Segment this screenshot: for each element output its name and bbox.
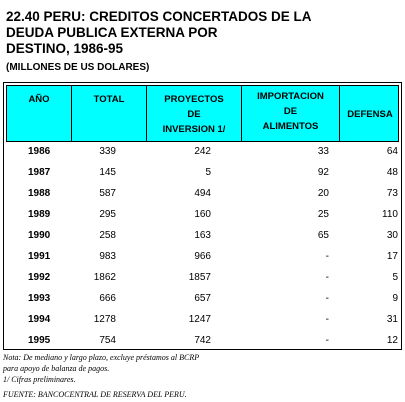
header-year: AÑO: [28, 94, 50, 105]
cell-proyectos: 966: [194, 251, 211, 262]
note-line-3: 1/ Cifras preliminares.: [3, 375, 76, 384]
cell-proyectos: 494: [194, 188, 211, 199]
cell-defensa: 73: [386, 188, 398, 199]
cell-year: 1986: [28, 146, 51, 157]
header-total: TOTAL: [93, 94, 125, 105]
cell-year: 1991: [28, 251, 51, 262]
header-proyectos-line-1: PROYECTOS: [164, 94, 224, 105]
cell-importacion: -: [325, 293, 329, 304]
table-notes: [3, 352, 199, 385]
cell-proyectos: 160: [194, 209, 211, 220]
cell-year: 1992: [28, 272, 51, 283]
cell-defensa: 31: [386, 314, 398, 325]
title-line-1: 22.40 PERU: CREDITOS CONCERTADOS DE LA: [6, 9, 312, 24]
cell-importacion: -: [325, 272, 329, 283]
table-header: [6, 85, 399, 142]
source-note: FUENTE: BANCOCENTRAL DE RESERVA DEL PERU.: [3, 390, 187, 399]
header-importacion: [242, 89, 339, 134]
cell-importacion: 20: [317, 188, 329, 199]
cell-total: 983: [99, 251, 116, 262]
cell-defensa: 110: [382, 209, 398, 220]
cell-proyectos: 1857: [188, 272, 211, 283]
cell-defensa: 5: [392, 272, 398, 283]
cell-importacion: 33: [317, 146, 329, 157]
table-row: [6, 330, 399, 351]
cell-proyectos: 1247: [188, 314, 211, 325]
cell-proyectos: 163: [194, 230, 211, 241]
cell-defensa: 9: [392, 293, 398, 304]
header-defensa: DEFENSA: [347, 109, 393, 120]
cell-importacion: 25: [317, 209, 329, 220]
header-importacion-line-2: DE: [283, 106, 298, 117]
table-title: [6, 9, 401, 57]
header-proyectos: [147, 92, 241, 137]
cell-defensa: 12: [386, 335, 398, 346]
cell-total: 1862: [93, 272, 116, 283]
cell-proyectos: 242: [194, 146, 211, 157]
cell-total: 754: [99, 335, 116, 346]
cell-total: 145: [99, 167, 116, 178]
cell-total: 666: [99, 293, 116, 304]
cell-importacion: -: [325, 335, 329, 346]
cell-proyectos: 5: [205, 167, 211, 178]
table-row: [6, 204, 399, 225]
table-row: [6, 162, 399, 183]
cell-year: 1987: [28, 167, 51, 178]
header-proyectos-line-3: INVERSION 1/: [162, 124, 226, 135]
table-row: [6, 246, 399, 267]
cell-defensa: 30: [386, 230, 398, 241]
note-line-1: Nota: De mediano y largo plazo, excluye préstamos al BCRP: [3, 353, 200, 362]
table-row: [6, 267, 399, 288]
cell-importacion: 65: [317, 230, 329, 241]
cell-total: 258: [99, 230, 116, 241]
cell-year: 1995: [28, 335, 51, 346]
cell-total: 1278: [93, 314, 116, 325]
cell-total: 339: [99, 146, 116, 157]
table-row: [6, 183, 399, 204]
table-units: (MILLONES DE US DOLARES): [6, 62, 150, 73]
header-importacion-line-1: IMPORTACION: [257, 91, 324, 102]
table-row: [6, 225, 399, 246]
cell-importacion: 92: [317, 167, 329, 178]
data-table: [3, 82, 402, 350]
title-line-3: DESTINO, 1986-95: [6, 41, 124, 56]
cell-total: 587: [99, 188, 116, 199]
cell-defensa: 17: [386, 251, 398, 262]
cell-year: 1994: [28, 314, 51, 325]
cell-importacion: -: [325, 251, 329, 262]
cell-year: 1990: [28, 230, 51, 241]
cell-proyectos: 657: [194, 293, 211, 304]
cell-total: 295: [99, 209, 116, 220]
cell-year: 1989: [28, 209, 51, 220]
table-row: [6, 309, 399, 330]
title-line-2: DEUDA PUBLICA EXTERNA POR: [6, 25, 218, 40]
cell-defensa: 48: [386, 167, 398, 178]
cell-proyectos: 742: [194, 335, 211, 346]
table-row: [6, 288, 399, 309]
cell-year: 1988: [28, 188, 51, 199]
header-proyectos-line-2: DE: [187, 109, 201, 120]
note-line-2: para apoyo de balanza de pagos.: [3, 364, 110, 373]
cell-year: 1993: [28, 293, 51, 304]
header-importacion-line-3: ALIMENTOS: [262, 121, 319, 132]
cell-importacion: -: [325, 314, 329, 325]
table-row: [6, 141, 399, 162]
cell-defensa: 64: [386, 146, 398, 157]
